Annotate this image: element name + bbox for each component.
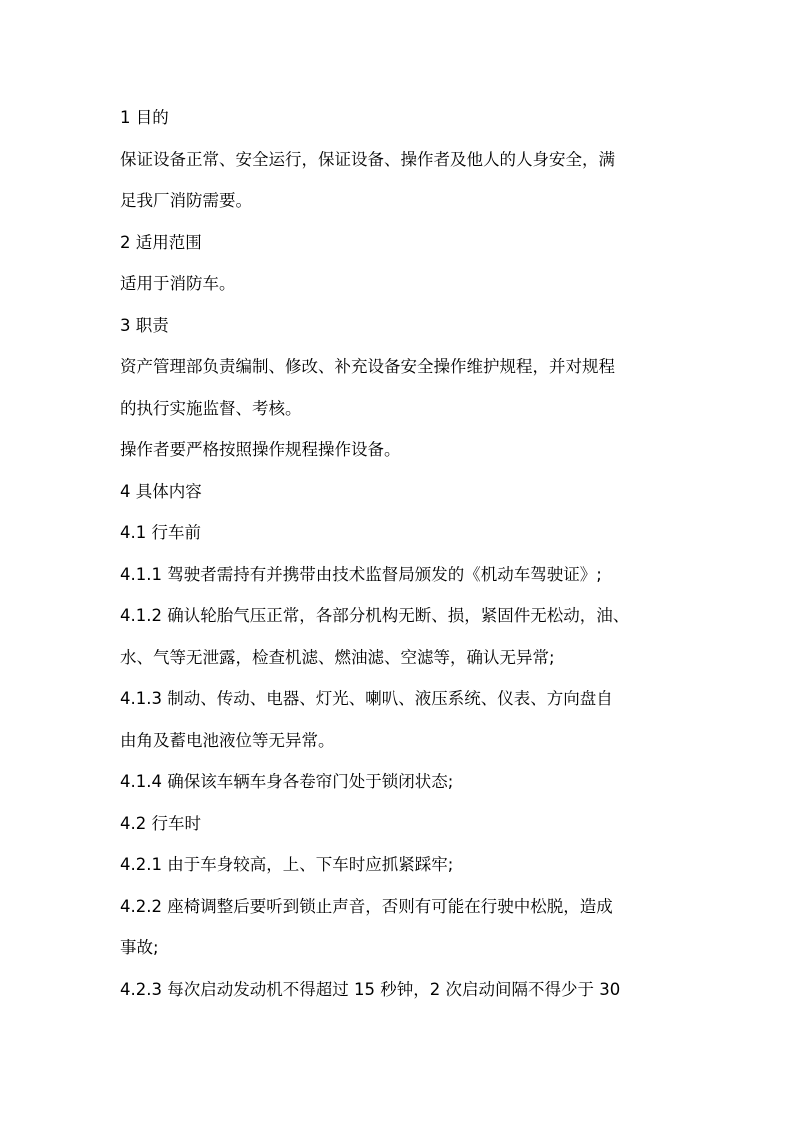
section-heading-content: 4 具体内容	[120, 481, 202, 501]
clause-line: 4.1.2 确认轮胎气压正常，各部分机构无断、损，紧固件无松动，油、	[120, 606, 630, 625]
clause-line: 4.2.3 每次启动发动机不得超过 15 秒钟，2 次启动间隔不得少于 30	[120, 979, 621, 999]
subsection-heading-while-driving: 4.2 行车时	[120, 813, 201, 833]
paragraph-line: 资产管理部负责编制、修改、补充设备安全操作维护规程，并对规程	[120, 357, 615, 376]
clause-line: 由角及蓄电池液位等无异常。	[120, 730, 335, 750]
section-heading-scope: 2 适用范围	[120, 232, 202, 252]
clause-line: 4.1.1 驾驶者需持有并携带由技术监督局颁发的《机动车驾驶证》;	[120, 564, 602, 584]
clause-line: 4.2.1 由于车身较高，上、下车时应抓紧踩牢;	[120, 855, 454, 874]
clause-line: 4.2.2 座椅调整后要听到锁止声音，否则有可能在行驶中松脱，造成	[120, 896, 613, 916]
paragraph-line: 操作者要严格按照操作规程操作设备。	[120, 440, 401, 459]
section-heading-purpose: 1 目的	[120, 108, 169, 127]
paragraph-line: 的执行实施监督、考核。	[120, 398, 302, 418]
clause-line: 4.1.3 制动、传动、电器、灯光、喇叭、液压系统、仪表、方向盘自	[120, 689, 613, 708]
subsection-heading-before-driving: 4.1 行车前	[120, 523, 201, 542]
document-body	[120, 97, 678, 1010]
paragraph-line: 适用于消防车。	[120, 274, 236, 293]
clause-line: 事故;	[120, 938, 159, 957]
paragraph-line: 保证设备正常、安全运行，保证设备、操作者及他人的人身安全，满	[120, 149, 615, 169]
clause-line: 水、气等无泄露，检查机滤、燃油滤、空滤等，确认无异常;	[120, 647, 555, 667]
clause-line: 4.1.4 确保该车辆车身各卷帘门处于锁闭状态;	[120, 772, 454, 791]
paragraph-line: 足我厂消防需要。	[120, 191, 252, 210]
section-heading-responsibilities: 3 职责	[120, 315, 169, 335]
